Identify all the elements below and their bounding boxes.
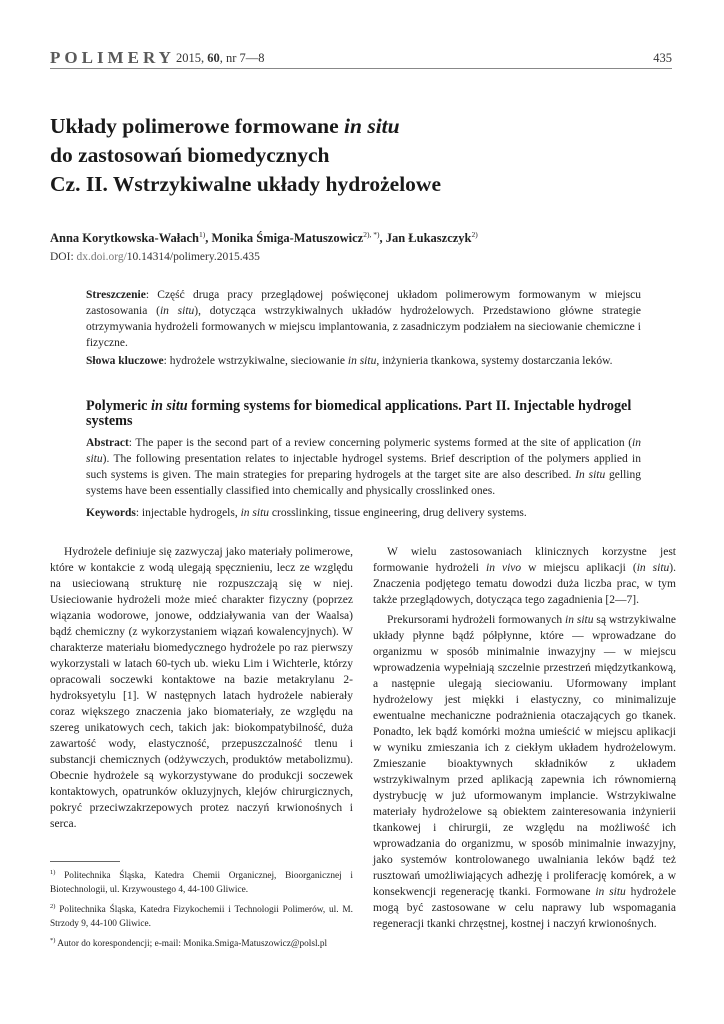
body-column-left [50,544,353,836]
page-header [50,48,672,70]
doi-link[interactable]: dx.doi.org/10.14314/polimery.2015.435 [76,251,260,263]
page-number: 435 [653,51,672,65]
slowa-kluczowe-paragraph: Słowa kluczowe: hydrożele wstrzykiwalne, sieciowanie in situ, inżynieria tkankowa, systemy dostarczania leków. [86,355,613,367]
body-paragraph: Hydrożele definiuje się zazwyczaj jako materiały polimerowe, które w kontakcie z wodą ulegają spęcznieniu, lecz ze względu na usieciowaną strukturę nie rozpuszczają się w niej. Usieciowanie hydrożeli może mieć charakter fizyczny (poprzez wiązania wodorowe, jonowe, oddziaływania van der Waalsa) bądź chemiczny (z wykorzystaniem wiązań kowalencyjnych). W charakterze materiału biomedycznego hydrożele po raz pierwszy wykorzystali w latach 60-tych ub. wieku Lim i Wichterle, którzy opracowali soczewki kontaktowe na bazie metakrylanu 2-hydroksyetylu [1]. W następnych latach hydrożele nabierały coraz większego znaczenia jako biomateriały, ze względu na szereg unikatowych cech, takich jak: biokompatybilność, duża zawartość wody, elastyczność, przepuszczalność tlenu i substancji chemicznych (odżywczych, produktów metabolizmu). Obecnie hydrożele są wykorzystywane do produkcji soczewek kontaktowych, opatrunków okluzyjnych, klejów chirurgicznych, pokryć przeciwzakrzepowych protez naczyń krwionośnych i serca. [50,546,353,830]
title-line-1: Układy polimerowe formowane in situ [50,114,400,138]
volume-number: 60 [207,51,220,65]
abstract-paragraph: Abstract: The paper is the second part of a review concerning polymeric systems formed at the site of application (in situ). The following presentation relates to injectable hydrogel systems. Brief description of the polymers applied in such systems is given. The main strategies for preparing hydrogels at the target site are also described. In situ gelling systems have been essentially classified into chemically and physically crosslinked ones. [86,437,641,497]
doi-line: DOI: dx.doi.org/10.14314/polimery.2015.435 [50,251,260,263]
abstract-english [86,435,641,527]
author-list: Anna Korytkowska-Wałach$^{1)}$, Monika Śmiga-Matuszowicz$^{2), *)}$, Jan Łukaszczyk$^{2)}$ [50,230,478,246]
body-paragraph: W wielu zastosowaniach klinicznych korzystne jest formowanie hydrożeli in vivo w miejscu aplikacji (in situ). Znaczenia podjętego tematu dowodzi duża liczba prac, w tym także przeglądowych, dotycząca tego zagadnienia [2—7]. [373,546,677,606]
issue-info: 2015, 60, nr 7—8 [176,51,265,65]
article-title [50,112,650,199]
footnotes [50,866,353,954]
title-line-3: Cz. II. Wstrzykiwalne układy hydrożelowe [50,172,441,196]
title-line-2: do zastosowań biomedycznych [50,143,330,167]
english-title: Polymeric in situ forming systems for biomedical applications. Part II. Injectable hydrogel systems [86,398,632,429]
footnote-1: $^{1)}$ Politechnika Śląska, Katedra Chemii Organicznej, Bioorganicznej i Biotechnologii, ul. Krzywoustego 4, 44-100 Gliwice. [50,869,353,896]
footnote-2: $^{2)}$ Politechnika Śląska, Katedra Fizykochemii i Technologii Polimerów, ul. M. Strzody 9, 44-100 Gliwice. [50,903,353,930]
body-paragraph: Prekursorami hydrożeli formowanych in situ są wstrzykiwalne układy płynne bądź półpłynne, które — wprowadzane do organizmu w sposób minimalnie inwazyjny — w miejscu wprowadzenia wypełniają szczelnie przestrzeń międzytkankową, a następnie ulegają sieciowaniu. Uformowany implant hydrożelowy jest miękki i elastyczny, co minimalizuje ewentualne mechaniczne podrażnienia otaczających go tkanek. Ponadto, lek bądź komórki można umieścić w miejscu aplikacji w wyniku zmieszania ich z ciekłym układem hydrożelowym. Zmieszanie bioaktywnych składników z układem wstrzykiwalnym przed aplikacją zapewnia ich równomierną dystrybucję w już uformowanym implancie. Wstrzykiwalne materiały hydrożelowe są obiektem zainteresowania inżynierii tkankowej i chirurgii, ze względu na możliwość ich wprowadzania do organizmu, w sposób minimalnie inwazyjny, jako systemów kontrolowanego uwalniania leków bądź też rusztowań umożliwiających adhezję i proliferację komórek, a w konsekwencji regenerację tkanki. Formowane in situ hydrożele mogą być zastosowane w celu naprawy lub wspomagania regeneracji tkanki chrzęstnej, kostnej i naczyń krwionośnych. [373,614,676,930]
body-column-right [373,544,676,936]
streszczenie-paragraph: Streszczenie: Część druga pracy przeglądowej poświęconej układom polimerowym formowanym w miejscu zastosowania (in situ), dotycząca wstrzykiwalnych układów hydrożelowych. Przedstawiono główne strategie otrzymywania hydrożeli formowanych w miejscu implantowania, z zasadniczym podziałem na sieciowanie chemiczne i fizyczne. [86,289,641,349]
keywords-paragraph: Keywords: injectable hydrogels, in situ crosslinking, tissue engineering, drug delivery systems. [86,507,527,519]
abstract-polish [86,287,641,371]
journal-name: POLIMERY [50,48,175,67]
footnote-rule [50,861,120,862]
header-rule [50,68,672,69]
footnote-3: *) Autor do korespondencji; e-mail: Monika.Smiga-Matuszowicz@polsl.pl [50,937,328,950]
